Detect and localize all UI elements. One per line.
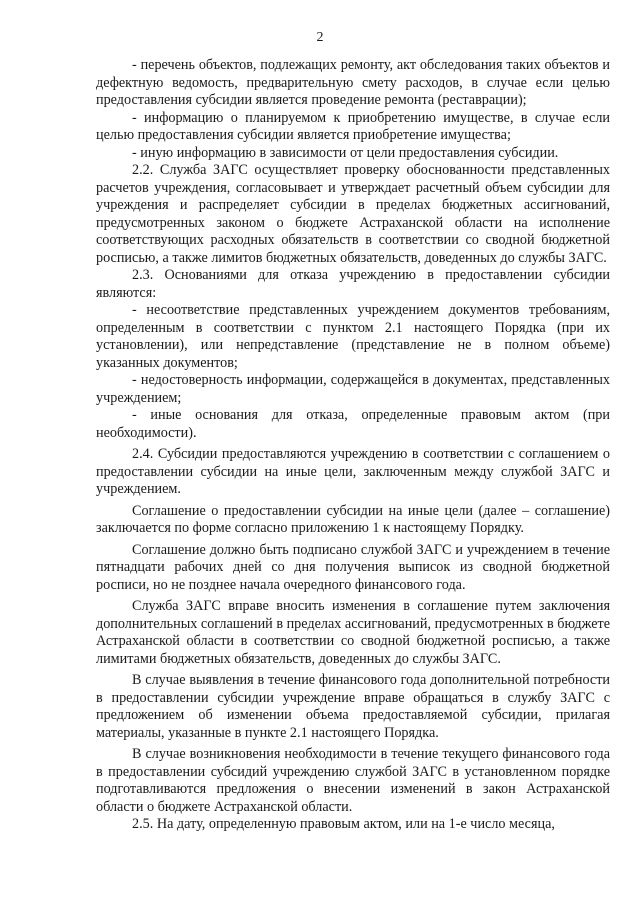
paragraph-refusal-noncompliance: - несоответствие представленных учреждением документов требованиям, определенным в соответствии с пунктом 2.1 настоящего Порядка (при их установлении), или непредставление (представление не в полном объеме) указанных документов; bbox=[96, 302, 610, 371]
paragraph-property-info: - информацию о планируемом к приобретению имуществе, в случае если целью предоставления субсидии является приобретение имущества; bbox=[96, 109, 610, 143]
paragraph-additional-need: В случае выявления в течение финансового года дополнительной потребности в предоставлении субсидии учреждение вправе обращаться в службу ЗАГС с предложением об изменении объема предоставляемой субсидии, прилагая материалы, указанные в пункте 2.1 настоящего Порядка. bbox=[96, 672, 610, 741]
paragraph-2-3: 2.3. Основаниями для отказа учреждению в предоставлении субсидии являются: bbox=[96, 267, 610, 301]
paragraph-2-2: 2.2. Служба ЗАГС осуществляет проверку обоснованности представленных расчетов учреждения, согласовывает и утверждает расчетный объем субсидии для учреждения и распределяет субсидии в пределах бюджетных ассигнований, предусмотренных законом о бюджете Астраханской области на исполнение соответствующих расходных обязательств в соответствии со сводной бюджетной росписью, а также лимитов бюджетных обязательств, доведенных до службы ЗАГС. bbox=[96, 162, 610, 266]
paragraph-budget-law-changes: В случае возникновения необходимости в течение текущего финансового года в предоставлении субсидий учреждению службой ЗАГС в установленном порядке подготавливаются предложения о внесении изменений в закон Астраханской области о бюджете Астраханской области. bbox=[96, 746, 610, 815]
document-body bbox=[96, 57, 610, 834]
paragraph-agreement-signing: Соглашение должно быть подписано службой ЗАГС и учреждением в течение пятнадцати рабочих дней со дня получения выписок из сводной бюджетной росписи, но не позднее начала очередного финансового года. bbox=[96, 541, 610, 593]
paragraph-repair-objects-list: - перечень объектов, подлежащих ремонту, акт обследования таких объектов и дефектную ведомость, предварительную смету расходов, в случае если целью предоставления субсидии является проведение ремонта (реставрации); bbox=[96, 57, 610, 108]
page-number: 2 bbox=[316, 30, 324, 45]
paragraph-2-4: 2.4. Субсидии предоставляются учреждению в соответствии с соглашением о предоставлении субсидии на иные цели, заключенным между службой ЗАГС и учреждением. bbox=[96, 446, 610, 497]
paragraph-agreement-form: Соглашение о предоставлении субсидии на иные цели (далее – соглашение) заключается по форме согласно приложению 1 к настоящему Порядку. bbox=[96, 502, 610, 536]
paragraph-other-info: - иную информацию в зависимости от цели предоставления субсидии. bbox=[132, 144, 559, 161]
paragraph-refusal-other: - иные основания для отказа, определенные правовым актом (при необходимости). bbox=[96, 407, 610, 441]
paragraph-refusal-unreliability: - недостоверность информации, содержащейся в документах, представленных учреждением; bbox=[96, 372, 610, 406]
paragraph-agreement-changes: Служба ЗАГС вправе вносить изменения в соглашение путем заключения дополнительных соглашений в пределах ассигнований, предусмотренных в бюджете Астраханской области в соответствии со сводной бюджетной росписью, а также лимитами бюджетных обязательств, доведенных до службы ЗАГС. bbox=[96, 598, 610, 667]
paragraph-2-5: 2.5. На дату, определенную правовым актом, или на 1-е число месяца, bbox=[132, 816, 555, 832]
